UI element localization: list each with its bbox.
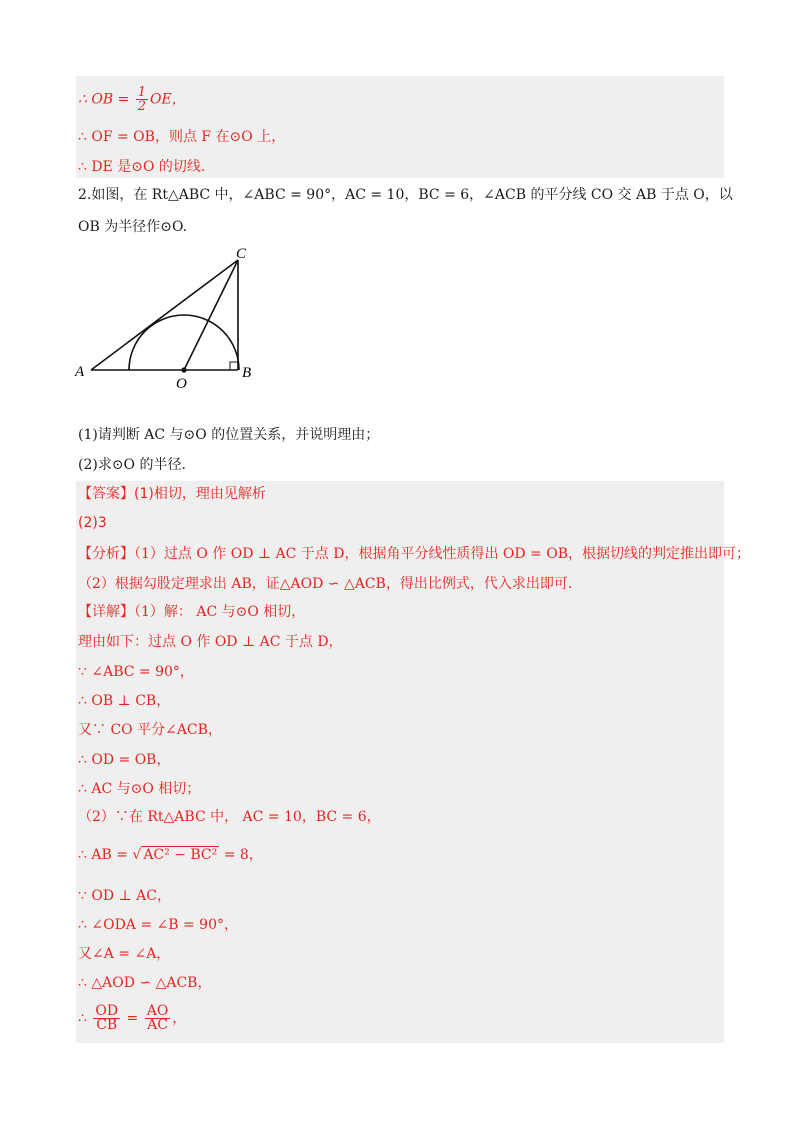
prev-line-1-rest: OE， <box>150 91 186 108</box>
fraction-numerator: 1 <box>137 85 147 100</box>
detail-line-10: ∵ OD ⊥ AC， <box>78 888 171 904</box>
prev-line-3: ∴ DE 是⊙O 的切线. <box>78 159 206 175</box>
subquestion-2: (2)求⊙O 的半径. <box>78 457 186 473</box>
fraction-numerator: OD <box>95 1003 119 1019</box>
subquestion-1: (1)请判断 AC 与⊙O 的位置关系，并说明理由； <box>78 427 380 443</box>
detail-line-7: ∴ AC 与⊙O 相切； <box>78 781 201 797</box>
detail-line-11: ∴ ∠ODA = ∠B = 90°， <box>78 917 238 933</box>
analysis-line-1: 【分析】（1）过点 O 作 OD ⊥ AC 于点 D，根据角平分线性质得出 OD = OB，根据切线的判定推出即可； <box>78 546 750 562</box>
detail-line-5: 又∵ CO 平分∠ACB， <box>78 722 222 738</box>
fraction-denominator: 2 <box>137 99 147 114</box>
detail-9-prefix: ∴ AB = <box>78 847 133 863</box>
fraction-ao-ac <box>145 1005 171 1032</box>
detail-line-2: 理由如下：过点 O 作 OD ⊥ AC 于点 D， <box>78 634 343 650</box>
point-O <box>181 367 186 372</box>
detail-line-13: ∴ △AOD ∽ △ACB， <box>78 975 212 991</box>
answer-line-2: (2)3 <box>78 515 107 531</box>
detail-line-12: 又∠A = ∠A， <box>78 946 171 962</box>
question-line-2: OB 为半径作⊙O. <box>78 219 188 235</box>
fraction-denominator: CB <box>96 1017 118 1033</box>
label-B: B <box>242 365 252 381</box>
detail-line-14 <box>78 1005 186 1032</box>
prev-line-1-fraction <box>136 86 148 113</box>
detail-9-suffix: = 8， <box>219 847 263 863</box>
fraction-denominator: AC <box>147 1017 168 1033</box>
label-O: O <box>176 376 187 390</box>
geometry-figure <box>70 240 270 390</box>
prev-line-1 <box>78 86 186 113</box>
detail-line-9: ∴ AB = √ AC² − BC² = 8， <box>78 847 263 863</box>
label-A: A <box>75 364 85 380</box>
detail-line-3: ∵ ∠ABC = 90°， <box>78 664 194 680</box>
detail-line-6: ∴ OD = OB， <box>78 752 171 768</box>
detail-9-radicand: AC² − BC² <box>143 847 218 863</box>
detail-line-4: ∴ OB ⊥ CB， <box>78 693 171 709</box>
question-line-1: 2.如图，在 Rt△ABC 中，∠ABC = 90°，AC = 10，BC = 6，∠ACB 的平分线 CO 交 AB 于点 O，以 <box>78 187 733 203</box>
fraction-od-cb <box>93 1005 120 1032</box>
detail-14-prefix: ∴ <box>78 1010 92 1027</box>
detail-line-8: （2）∵在 Rt△ABC 中， AC = 10，BC = 6， <box>78 809 381 825</box>
detail-14-equals: = <box>122 1010 143 1027</box>
detail-14-suffix: ， <box>172 1010 187 1027</box>
answer-box <box>76 481 724 1043</box>
detail-line-1: 【详解】（1）解： AC 与⊙O 相切， <box>78 604 306 620</box>
answer-line-1: 【答案】(1)相切，理由见解析 <box>78 486 266 502</box>
semicircle-O <box>129 315 239 370</box>
right-angle-mark <box>230 362 238 370</box>
prev-line-1-eq: ∴ OB = <box>78 91 134 108</box>
segment-AC <box>91 260 238 370</box>
fraction-numerator: AO <box>146 1003 169 1019</box>
label-C: C <box>236 246 247 262</box>
prev-line-2: ∴ OF = OB，则点 F 在⊙O 上， <box>78 129 286 145</box>
analysis-line-2: （2）根据勾股定理求出 AB，证△AOD ∽ △ACB，得出比例式，代入求出即可. <box>78 576 573 592</box>
